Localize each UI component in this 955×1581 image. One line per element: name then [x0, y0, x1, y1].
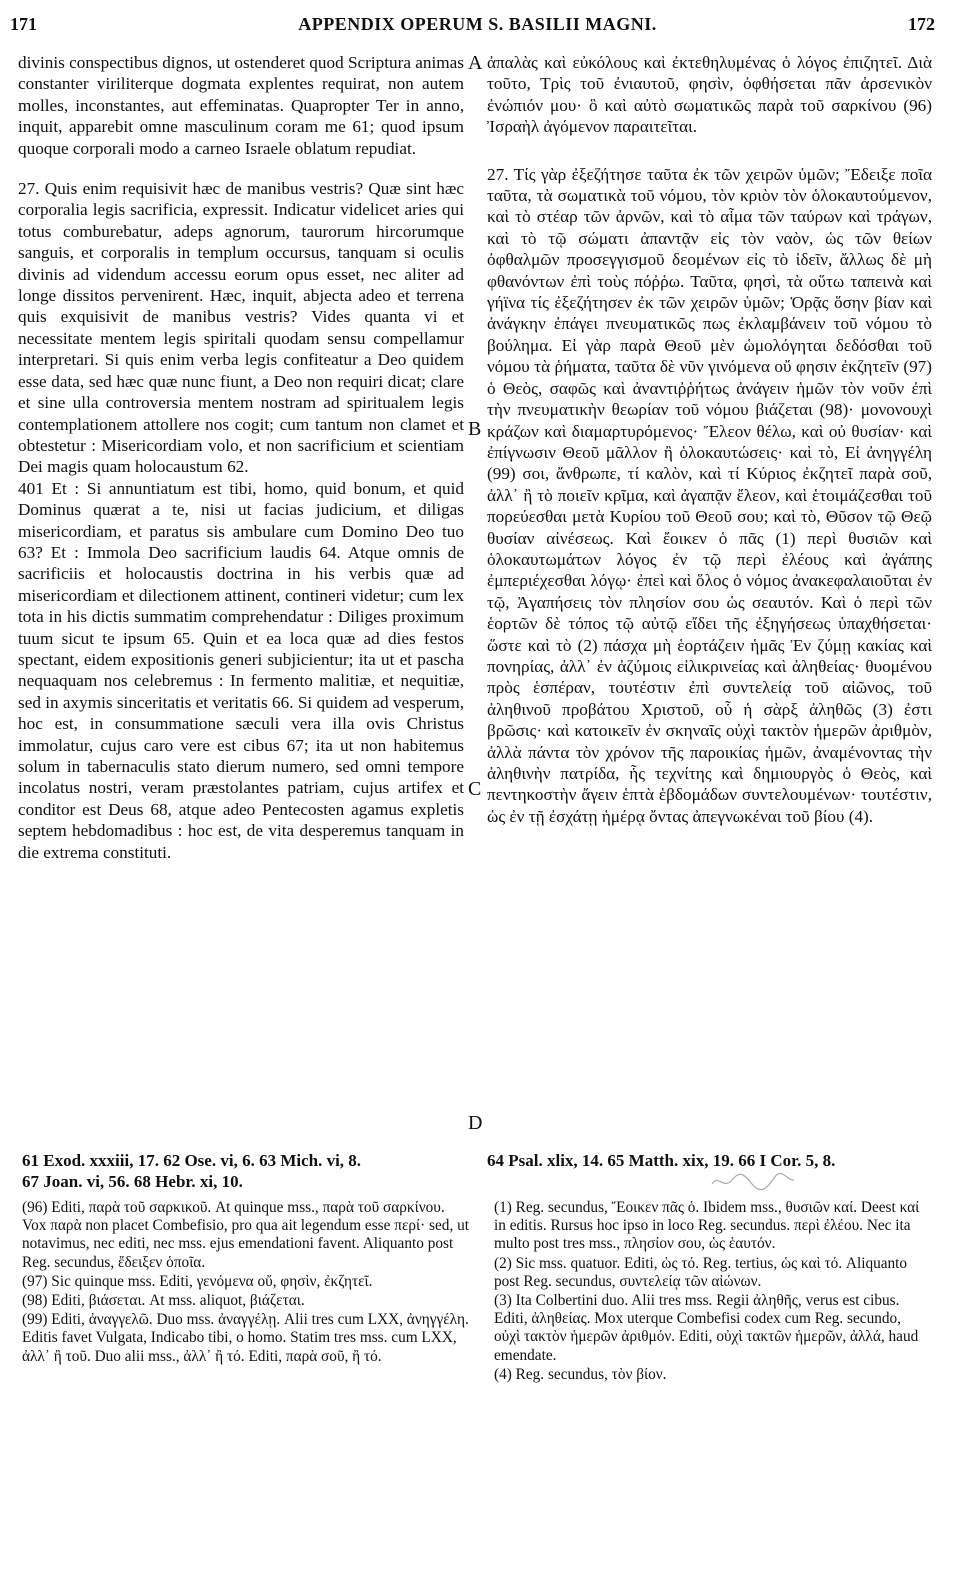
- page-number-left: 171: [10, 14, 37, 34]
- critical-notes-left: [22, 1199, 472, 1367]
- note: (99) Editi, ἀναγγελῶ. Duo mss. ἀναγγέλῃ. Alii tres cum LXX, ἀνηγγέλη. Editis favet Vulgata, Indicabo tibi, o homo. Statim tres mss. cum LXX, ἀλλ᾽ ἢ τοῦ. Duo alii mss., ἀλλ᾽ ἢ τό. Editi, παρὰ σοῦ, ἢ τό.: [22, 1311, 469, 1365]
- note: (1) Reg. secundus, Ἔοικεν πᾶς ὁ. Ibidem mss., θυσιῶν καί. Deest καί in editis. Rursus hoc ipso in loco Reg. secundus. περὶ ἐλέου. Nec ita multo post tres mss., πλησίον σου, ὡς ἑαυτόν.: [494, 1199, 920, 1253]
- margin-letter: D: [468, 1112, 483, 1134]
- greek-paragraph: ἀπαλὰς καὶ εὐκόλους καὶ ἐκτεθηλυμένας ὁ λόγος ἐπιζητεῖ. Διὰ τοῦτο, Τρὶς τοῦ ἐνιαυτοῦ, φησὶν, ὀφθήσεται πᾶν ἀρσενικὸν ἐνώπιόν μου· ὃ καὶ αὐτὸ σωματικῶς παρὰ τοῦ σαρκίνου (96) Ἰσραὴλ ἀγόμενον παραιτεῖται.: [487, 53, 932, 137]
- note: (98) Editi, βιάσεται. At mss. aliquot, βιάζεται.: [22, 1292, 305, 1310]
- handwritten-scribble: [708, 1170, 798, 1192]
- latin-paragraph: 27. Quis enim requisivit hæc de manibus vestris? Quæ sint hæc corporalia legis sacrificia, expressit. Indicatur videlicet aries qui totus comburebatur, adeps agnorum, taurorum hircorumque sanguis, et corporalis in templum occursus, tanquam si oculis divinis ad videndum accessu eorum opus esset, nec aliter ad longe dissitos pervenirent. Hæc, inquit, abjecta adeo et terrena quis exquisivit de manibus vestris? Vides quanta vi et necessitate mentem legis spiritali quodam sensu compellamur interpretari. Si quis enim verba legis confiteatur a Deo quidem esse data, sed hæc quæ nunc fiunt, a Deo non requiri dicat; clare et sine ulla controversia mentem nostram ad spiritualem legis contemplationem attollere nos cogit; cum tantum non clamet et obtestetur : Misericordiam volo, et non sacrificium et scientiam Dei magis quam holocaustum 62.: [18, 179, 464, 477]
- greek-paragraph: 27. Τίς γὰρ ἐξεζήτησε ταῦτα ἐκ τῶν χειρῶν ὑμῶν; Ἔδειξε ποῖα ταῦτα, τὰ σωματικὰ τοῦ νόμου, τὸν κριὸν τὸν ὁλοκαυτούμενον, καὶ τὸ στέαρ τῶν ἀρνῶν, καὶ τὸ αἷμα τῶν ταύρων καὶ τράγων, καὶ τὸ τῷ σώματι ἀπαντᾷν εἰς τὸν ναὸν, ὡς τῶν θείων ὀφθαλμῶν προσεγγισμοῦ δεομένων εἰς τὸ ἰδεῖν, ἄλλως δὲ μὴ φθανόντων ἐπὶ τοὺς πόῤῥω. Ταῦτα, φησὶ, τὰ οὕτω ταπεινὰ καὶ γήϊνα τίς ἐξεζήτησεν ἐκ τῶν χειρῶν ὑμῶν; Ὁρᾷς ὅσην βίαν καὶ ἀνάγκην ἐπάγει πνευματικῶς πως ἐκλαμβάνειν τοῦ νόμου τὸ βούλημα. Εἰ γὰρ παρὰ Θεοῦ μὲν ὡμολόγηται δεδόσθαι τοῦ νόμου τὰ ῥήματα, ταῦτα δὲ νῦν γινόμενα οὔ φησιν ἐκζητεῖν (97) ὁ Θεὸς, σαφῶς καὶ ἀναντιῤῥήτως ἀνάγειν ἡμῶν τὸν νοῦν ἐπὶ τὴν πνευματικὴν θεωρίαν τοῦ νόμου βιάζεται (98)· μονονουχὶ κράζων καὶ διαμαρτυρόμενος· Ἔλεον θέλω, καὶ οὐ θυσίαν· καὶ ἐπίγνωσιν Θεοῦ μᾶλλον ἢ ὁλοκαυτώσεις· καὶ τὸ, Εἰ ἀνηγγέλη (99) σοι, ἄνθρωπε, τί καλὸν, καὶ τί Κύριος ἐκζητεῖ παρὰ σοῦ, ἀλλ᾽ ἢ τὸ ποιεῖν κρῖμα, καὶ ἀγαπᾷν ἔλεον, καὶ ἑτοιμάζεσθαι τοῦ πορεύεσθαι μετὰ Κυρίου τοῦ Θεοῦ σου; καὶ τὸ, Θῦσον τῷ Θεῷ θυσίαν αἰνέσεως. Καὶ ἔοικεν ὁ πᾶς (1) περὶ θυσιῶν καὶ ὁλοκαυτωμάτων λόγος ἐν τῷ περὶ ἐλέους καὶ ἀγάπης ἐμπεριέχεσθαι λόγῳ· ἐπεὶ καὶ ὅλος ὁ νόμος ἀνακεφαλαιοῦται ἐν τῷ, Ἀγαπήσεις τὸν πλησίον σου ὡς σεαυτόν. Καὶ ὁ περὶ τῶν ἑορτῶν δὲ τόπος τῷ αὐτῷ εἴδει τῆς ἐξηγήσεως ὑπαχθήσεται· ὥστε καὶ τὸ (2) πάσχα μὴ ἑορτάζειν ἡμᾶς Ἐν ζύμῃ κακίας καὶ πονηρίας, ἀλλ᾽ ἐν ἀζύμοις εἰλικρινείας καὶ ἀληθείας· θυομένου πρὸς ἑσπέραν, τουτέστιν ἐπὶ συντελείᾳ τοῦ αἰῶνος, τοῦ ἀληθινοῦ προβάτου Χριστοῦ, οὗ ἡ σὰρξ ἀληθῶς (3) ἐστι βρῶσις· καὶ κατοικεῖν ἐν σκηναῖς οὐχὶ τακτὸν ἡμερῶν ἀριθμὸν, ἀλλὰ πάντα τὸν χρόνον τῆς παροικίας ἡμῶν, ἀναμένοντας τὴν ἀληθινὴν πατρίδα, ἧς τεχνίτης καὶ δημιουργὸς ὁ Θεὸς, καὶ πεντηκοστὴν ἄγειν ἑπτὰ ἑβδομάδων συντελουμένων· τουτέστιν, ὡς ἐν τῇ ἐσχάτῃ ἡμέρᾳ ὄντας ἀπεγνωκέναι τοῦ βίου (4).: [487, 164, 932, 826]
- scripture-references-right: [487, 1150, 932, 1171]
- greek-column: [487, 52, 932, 827]
- note: (2) Sic mss. quatuor. Editi, ὡς τό. Reg. tertius, ὡς καὶ τό. Aliquanto post Reg. secundus, συντελείᾳ τῶν αἰώνων.: [494, 1254, 908, 1290]
- reference-line: 67 Joan. vi, 56. 68 Hebr. xi, 10.: [22, 1172, 243, 1191]
- latin-column: [18, 52, 464, 863]
- scripture-references-left: [22, 1150, 472, 1192]
- page-number-right: 172: [908, 14, 935, 34]
- note: (3) Ita Colbertini duo. Alii tres mss. Regii ἀληθῆς, verus est cibus. Editi, ἀληθείας. Mox uterque Combefisi codex cum Reg. secundo, οὐχὶ τακτὸν ἡμερῶν ἀριθμόν. Editi, οὐχὶ τακτῶν ἡμερῶν, ἀλλά, haud emendate.: [494, 1292, 919, 1364]
- running-header: [0, 10, 955, 38]
- reference-line: 61 Exod. xxxiii, 17. 62 Ose. vi, 6. 63 Mich. vi, 8.: [22, 1151, 362, 1170]
- margin-letter: C: [468, 778, 482, 800]
- latin-paragraph: divinis conspectibus dignos, ut ostenderet quod Scriptura animas constanter viriliterque dogmata explentes requirat, non autem molles, inconstantes, aut effeminatas. Quapropter Ter in anno, inquit, apparebit omne masculinum coram me 61; quod ipsum quoque corporali modo a carneo Israele oblatum repudiat.: [18, 53, 464, 158]
- note: (4) Reg. secundus, τὸν βίον.: [494, 1365, 667, 1383]
- running-title: APPENDIX OPERUM S. BASILII MAGNI.: [298, 14, 657, 34]
- note: (97) Sic quinque mss. Editi, γενόμενα οὔ, φησὶν, ἐκζητεῖ.: [22, 1272, 373, 1290]
- latin-paragraph: 401 Et : Si annuntiatum est tibi, homo, quid bonum, et quid Dominus quærat a te, nisi ut facias judicium, et diligas misericordiam, et paratus sis ambulare cum Domino Deo tuo 63? Et : Immola Deo sacrificium laudis 64. Atque omnis de sacrificiis et holocaustis doctrina in his verbis quæ ad misericordiam et dilectionem attinent, contineri videtur; cum lex tota in his dictis summatim comprehendatur : Diliges proximum tuum sicut te ipsum 65. Quin et ea loca quæ ad dies festos spectant, eidem expositionis generi subjicientur; ita ut et pascha nequaquam nos celebremus : In fermento malitiæ, et nequitiæ, sed in axymis sinceritatis et veritatis 66. Si quidem ad vesperum, hoc est, in consummatione sæculi vera illa ovis Christus immolatur, cujus caro vere est cibus 67; ita ut non habitemus solum in tabernaculis stato dierum numero, sed omni tempore incolatus nostri, veram præstolantes patriam, cujus artifex et conditor est Deus 68, atque adeo Pentecosten agamus expletis septem hebdomadibus : hoc est, de vita desperemus tanquam in die extrema constituti.: [18, 478, 464, 862]
- margin-letter: A: [468, 52, 483, 74]
- reference-line: 64 Psal. xlix, 14. 65 Matth. xix, 19. 66 I Cor. 5, 8.: [487, 1151, 836, 1170]
- critical-notes-right: [494, 1199, 930, 1385]
- note: (96) Editi, παρὰ τοῦ σαρκικοῦ. At quinque mss., παρὰ τοῦ σαρκίνου. Vox παρὰ non placet Combefisio, pro qua ait legendum esse περί· sed, ut notavimus, nec editi, nec mss. ejus emendationi favent. Aliquanto post Reg. secundus, ἔδειξεν ὁποῖα.: [22, 1199, 469, 1271]
- margin-letter: B: [468, 418, 482, 440]
